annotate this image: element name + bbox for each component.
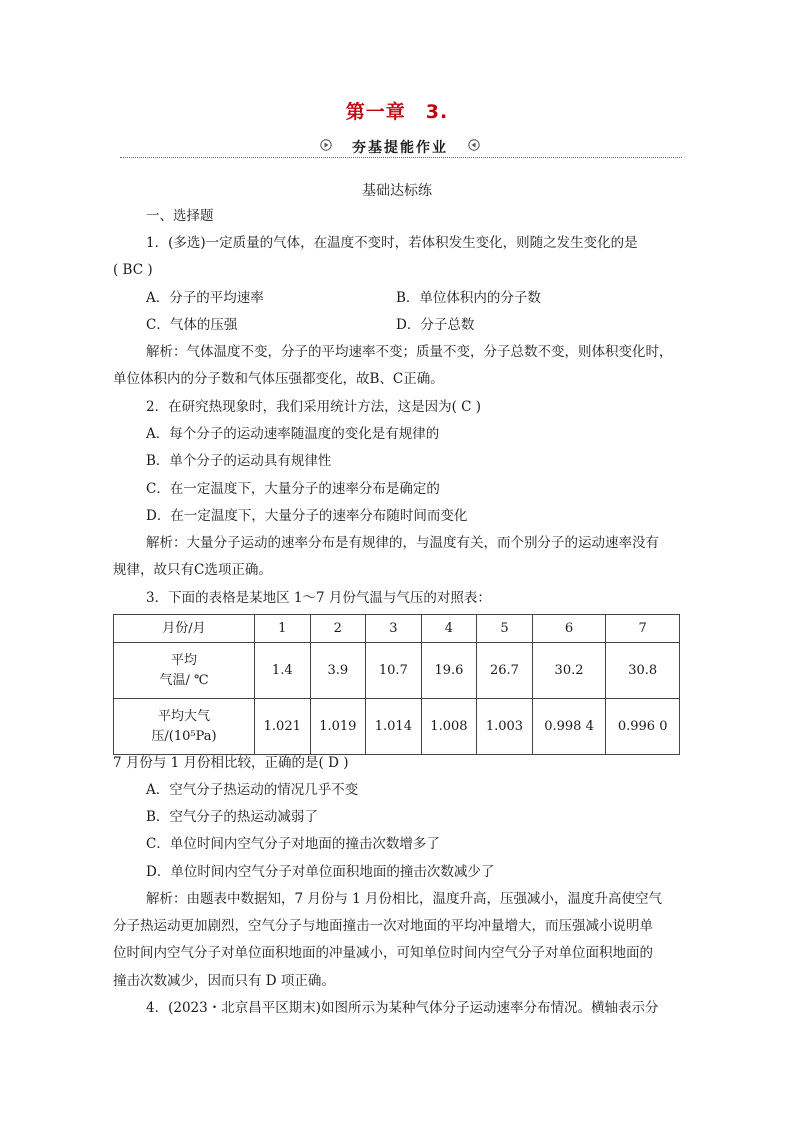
q2-option-b: B．单个分子的运动具有规律性 [146, 453, 332, 469]
chapter-title: 第一章 3. [345, 101, 449, 123]
part-label: 一、选择题 [146, 208, 214, 224]
section-heading: 基础达标练 [362, 183, 432, 199]
table-cell-temp: 19.6 [421, 643, 477, 699]
table-row-pressure [114, 699, 680, 755]
table-cell-temp: 3.9 [310, 643, 366, 699]
table-cell-month: 2 [310, 615, 366, 643]
q1-analysis-line2: 单位体积内的分子数和气体压强都变化，故B、C正确。 [113, 371, 444, 387]
table-cell-temp: 1.4 [255, 643, 311, 699]
play-left-icon [468, 139, 480, 151]
table-cell-month: 6 [532, 615, 606, 643]
temperature-pressure-table [113, 614, 680, 755]
q3-sub-stem: 7 月份与 1 月份相比较，正确的是( D ) [113, 755, 349, 771]
q3-analysis-line4: 撞击次数减少，因而只有 D 项正确。 [113, 973, 335, 989]
q1-option-b: B．单位体积内的分子数 [396, 290, 541, 306]
q2-option-a: A．每个分子的运动速率随温度的变化是有规律的 [146, 426, 440, 442]
q1-option-c: C．气体的压强 [146, 317, 238, 333]
header-pressure-line2: 压/(10⁵Pa) [151, 728, 217, 744]
banner-divider [120, 157, 682, 158]
table-cell-pressure: 1.014 [366, 699, 422, 755]
table-cell-month: 3 [366, 615, 422, 643]
homework-banner [318, 136, 482, 156]
q2-option-d: D．在一定温度下，大量分子的速率分布随时间而变化 [146, 508, 468, 524]
q3-option-b: B．空气分子的热运动减弱了 [146, 809, 318, 825]
table-cell-pressure: 1.021 [255, 699, 311, 755]
q2-analysis-line1: 解析：大量分子运动的速率分布是有规律的，与温度有关，而个别分子的运动速率没有 [146, 535, 659, 551]
banner-label: 夯基提能作业 [352, 140, 448, 156]
q1-option-d: D．分子总数 [396, 317, 475, 333]
q1-option-a: A．分子的平均速率 [146, 290, 264, 306]
table-header-pressure [114, 699, 255, 755]
header-temp-line1: 平均 [170, 652, 197, 668]
header-temp-line2: 气温/ ℃ [159, 672, 209, 688]
table-cell-temp: 26.7 [477, 643, 533, 699]
q3-analysis-line3: 位时间内空气分子对单位面积地面的冲量减小，可知单位时间内空气分子对单位面积地面的 [113, 945, 653, 961]
q2-option-c: C．在一定温度下，大量分子的速率分布是确定的 [146, 481, 440, 497]
q3-analysis-line2: 分子热运动更加剧烈，空气分子与地面撞击一次对地面的平均冲量增大，而压强减小说明单 [113, 918, 653, 934]
table-cell-pressure: 1.019 [310, 699, 366, 755]
table-row-temperature [114, 643, 680, 699]
q3-stem: 3．下面的表格是某地区 1～7 月份气温与气压的对照表： [146, 590, 491, 606]
q3-analysis-line1: 解析：由题表中数据知，7 月份与 1 月份相比，温度升高，压强减小，温度升高使空气 [146, 891, 663, 907]
q1-stem-line1: 1．(多选)一定质量的气体，在温度不变时，若体积发生变化，则随之发生变化的是 [146, 235, 638, 251]
table-header-month: 月份/月 [114, 615, 255, 643]
q3-option-c: C．单位时间内空气分子对地面的撞击次数增多了 [146, 836, 440, 852]
header-pressure-line1: 平均大气 [157, 708, 210, 724]
q2-stem: 2．在研究热现象时，我们采用统计方法，这是因为( C ) [146, 399, 482, 415]
q3-option-a: A．空气分子热运动的情况几乎不变 [146, 782, 359, 798]
q1-stem-line2: ( BC ) [113, 262, 153, 278]
table-cell-month: 7 [606, 615, 680, 643]
table-cell-temp: 30.2 [532, 643, 606, 699]
table-cell-temp: 10.7 [366, 643, 422, 699]
table-cell-month: 5 [477, 615, 533, 643]
q4-stem-line1: 4．(2023・北京昌平区期末)如图所示为某种气体分子运动速率分布情况。横轴表示分 [146, 1000, 659, 1016]
table-cell-pressure: 0.996 0 [606, 699, 680, 755]
q3-option-d: D．单位时间内空气分子对单位面积地面的撞击次数减少了 [146, 864, 495, 880]
table-row-months [114, 615, 680, 643]
table-cell-month: 1 [255, 615, 311, 643]
table-header-temperature [114, 643, 255, 699]
table-cell-month: 4 [421, 615, 477, 643]
table-cell-pressure: 1.008 [421, 699, 477, 755]
table-cell-pressure: 0.998 4 [532, 699, 606, 755]
table-cell-pressure: 1.003 [477, 699, 533, 755]
q1-analysis-line1: 解析：气体温度不变，分子的平均速率不变；质量不变，分子总数不变，则体积变化时， [146, 344, 673, 360]
table-cell-temp: 30.8 [606, 643, 680, 699]
q2-analysis-line2: 规律，故只有C选项正确。 [113, 562, 272, 578]
